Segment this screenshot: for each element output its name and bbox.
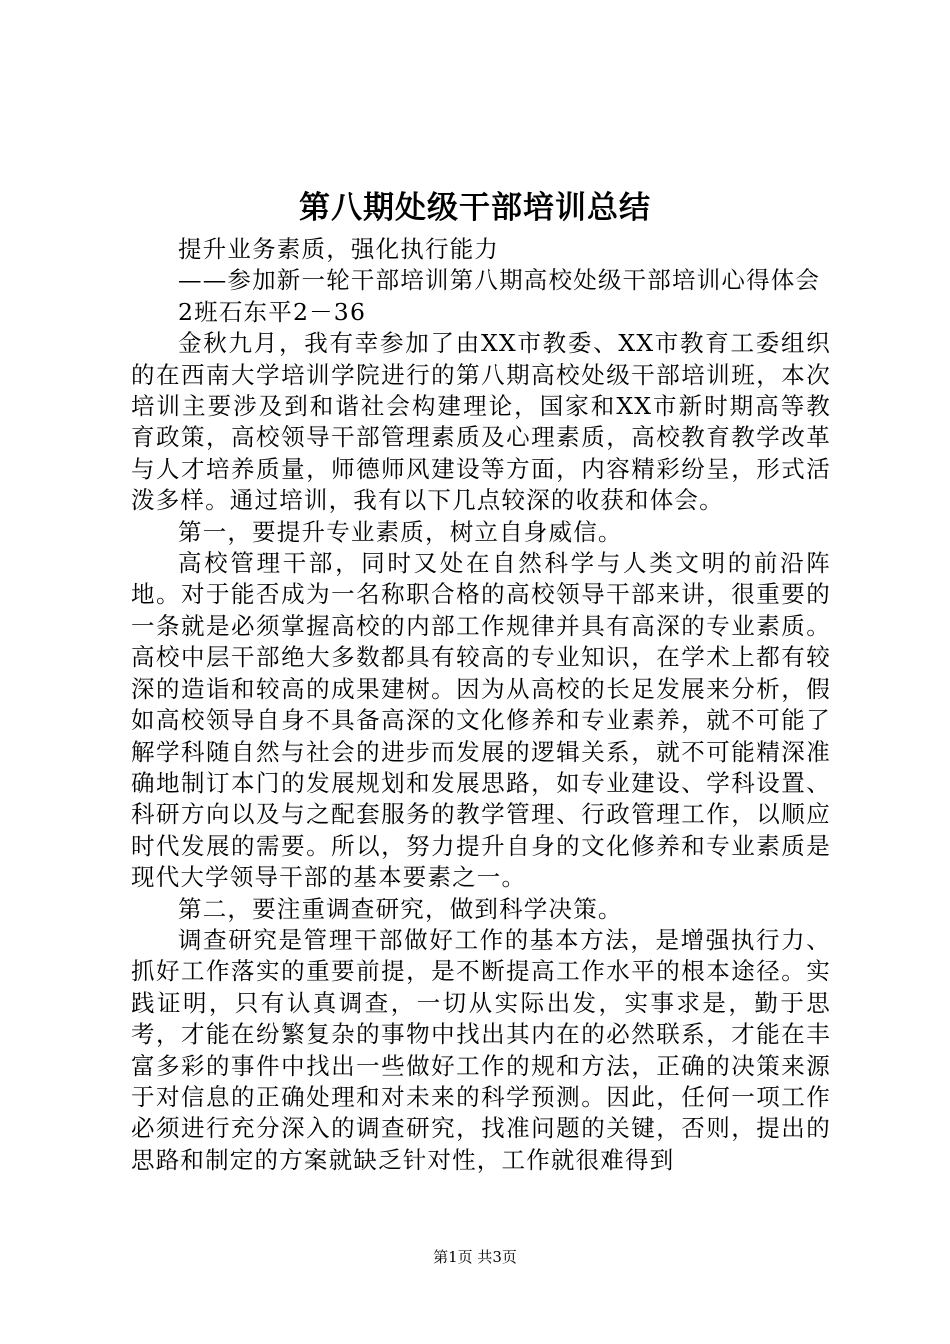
section-heading: 第一，要提升专业素质，树立自身威信。 (178, 517, 623, 546)
document-title: 第八期处级干部培训总结 (299, 190, 651, 226)
body-paragraph: 高校管理干部，同时又处在自然科学与人类文明的前沿阵地。对于能否成为一名称职合格的高校领导干部来讲，很重要的一条就是必须掌握高校的内部工作规律并具有高深的专业素质。高校中层干部绝大多数都具有较高的专业知识，在学术上都有较深的造诣和较高的成果建树。因为从高校的长足发展来分析，假如高校领导自身不具备高深的文化修养和专业素养，就不可能了解学科随自然与社会的进步而发展的逻辑关系，就不可能精深准确地制订本门的发展规划和发展思路，如专业建设、学科设置、科研方向以及与之配套服务的教学管理、行政管理工作，以顺应时代发展的需要。所以，努力提升自身的文化修养和专业素质是现代大学领导干部的基本要素之一。 (131, 549, 831, 892)
page-footer: 第1页 共3页 (433, 1248, 517, 1266)
subtitle: 提升业务素质，强化执行能力 (178, 235, 500, 263)
author-line: 2班石东平2－36 (178, 297, 367, 326)
body-paragraph: 金秋九月，我有幸参加了由XX市教委、XX市教育工委组织的在西南大学培训学院进行的第八期高校处级干部培训班，本次培训主要涉及到和谐社会构建理论，国家和XX市新时期高等教育政策，高校领导干部管理素质及心理素质，高校教育教学改革与人才培养质量，师德师风建设等方面，内容精彩纷呈，形式活泼多样。通过培训，我有以下几点较深的收获和体会。 (131, 329, 831, 515)
section-heading: 第二，要注重调查研究，做到科学决策。 (178, 894, 623, 923)
subtitle-dash-line: ——参加新一轮干部培训第八期高校处级干部培训心得体会 (178, 266, 821, 295)
body-paragraph: 调查研究是管理干部做好工作的基本方法，是增强执行力、抓好工作落实的重要前提，是不断提高工作水平的根本途径。实践证明，只有认真调查，一切从实际出发，实事求是，勤于思考，才能在纷繁复杂的事物中找出其内在的必然联系，才能在丰富多彩的事件中找出一些做好工作的规和方法，正确的决策来源于对信息的正确处理和对未来的科学预测。因此，任何一项工作必须进行充分深入的调查研究，找准问题的关键，否则，提出的思路和制定的方案就缺乏针对性，工作就很难得到 (131, 925, 831, 1174)
document-body (131, 234, 831, 1176)
